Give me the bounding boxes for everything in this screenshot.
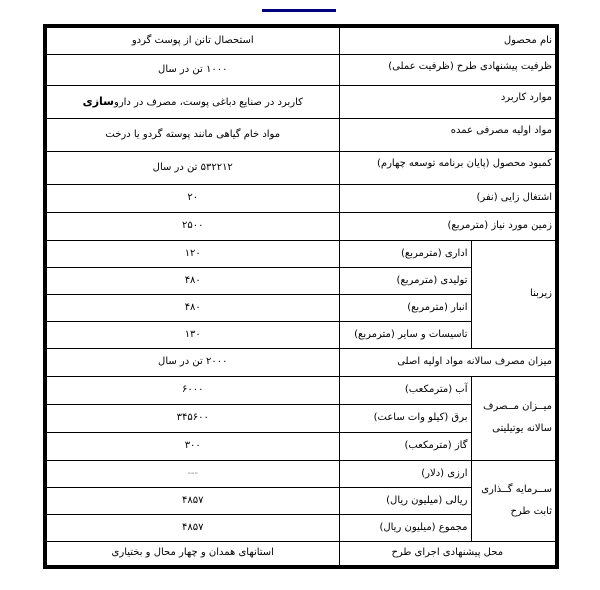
project-info-table — [43, 24, 559, 569]
value-employment: ۲۰ — [45, 184, 339, 212]
label-fixed-investment — [471, 460, 557, 541]
label-floor-area-office: اداری (مترمربع) — [339, 240, 471, 267]
value-floor-area-office: ۱۲۰ — [45, 240, 339, 267]
table-row-raw-materials — [45, 118, 557, 151]
value-investment-rial: ۴۸۵۷ — [45, 487, 339, 514]
label-utilities-line1: میــزان مــصرف — [483, 401, 552, 412]
label-floor-area-facilities: تاسیسات و سایر (مترمربع) — [339, 321, 471, 348]
table-row-annual-raw-consumption — [45, 348, 557, 376]
label-utilities — [471, 376, 557, 460]
label-fixed-investment-line1: ســرمایه گــذاری — [481, 483, 552, 495]
table-row-investment-foreign — [45, 460, 557, 487]
table-row-land — [45, 212, 557, 240]
value-land: ۲۵۰۰ — [45, 212, 339, 240]
value-product-name: استحصال تانن از پوست گردو — [45, 26, 339, 54]
label-annual-raw-consumption: میزان مصرف سالانه مواد اولیه اصلی — [339, 348, 557, 376]
value-utility-water: ۶۰۰۰ — [45, 376, 339, 404]
label-floor-area: زیربنا — [471, 240, 557, 348]
value-floor-area-facilities: ۱۳۰ — [45, 321, 339, 348]
label-land: زمین مورد نیاز (مترمربع) — [339, 212, 557, 240]
value-investment-total: ۴۸۵۷ — [45, 514, 339, 541]
value-capacity: ۱۰۰۰ تن در سال — [45, 54, 339, 85]
label-floor-area-production: تولیدی (مترمربع) — [339, 267, 471, 294]
label-shortage: کمبود محصول (پایان برنامه توسعه چهارم) — [339, 151, 557, 184]
label-raw-materials: مواد اولیه مصرفی عمده — [339, 118, 557, 151]
table-row-utility-water — [45, 376, 557, 404]
label-floor-area-storage: انبار (مترمربع) — [339, 294, 471, 321]
label-investment-foreign: ارزی (دلار) — [339, 460, 471, 487]
label-investment-total: مجموع (میلیون ریال) — [339, 514, 471, 541]
value-utility-gas: ۳۰۰ — [45, 432, 339, 460]
table-row-applications — [45, 85, 557, 118]
label-location: محل پیشنهادی اجرای طرح — [339, 541, 557, 567]
table-row-product-name — [45, 26, 557, 54]
label-utility-gas: گاز (مترمکعب) — [339, 432, 471, 460]
value-utility-electricity: ۳۴۵۶۰۰ — [45, 404, 339, 432]
value-investment-foreign: --- — [45, 460, 339, 487]
table-row-capacity — [45, 54, 557, 85]
table-row-location — [45, 541, 557, 567]
label-product-name: نام محصول — [339, 26, 557, 54]
label-utility-electricity: برق (کیلو وات ساعت) — [339, 404, 471, 432]
table-row-employment — [45, 184, 557, 212]
value-floor-area-production: ۴۸۰ — [45, 267, 339, 294]
table-row-shortage — [45, 151, 557, 184]
value-annual-raw-consumption: ۲۰۰۰ تن در سال — [45, 348, 339, 376]
label-employment: اشتغال زایی (نفر) — [339, 184, 557, 212]
value-applications-bold: سازی — [82, 94, 114, 108]
value-raw-materials: مواد خام گیاهی مانند پوسته گردو یا درخت — [45, 118, 339, 151]
label-capacity: ظرفیت پیشنهادی طرح (ظرفیت عملی) — [339, 54, 557, 85]
value-location: استانهای همدان و چهار محال و بختیاری — [45, 541, 339, 567]
value-applications — [45, 85, 339, 118]
label-utilities-line2: سالانه یوتیلیتی — [492, 423, 552, 434]
value-floor-area-storage: ۴۸۰ — [45, 294, 339, 321]
label-applications: موارد کاربرد — [339, 85, 557, 118]
label-fixed-investment-line2: ثابت طرح — [510, 505, 552, 517]
label-investment-rial: ریالی (میلیون ریال) — [339, 487, 471, 514]
label-utility-water: آب (مترمکعب) — [339, 376, 471, 404]
table-row-floor-area-office — [45, 240, 557, 267]
value-applications-text: کاربرد در صنایع دباغی پوست، مصرف در دارو — [113, 96, 303, 108]
header-rule — [262, 9, 336, 12]
value-shortage: ۵۳۲۲۱۲ تن در سال — [45, 151, 339, 184]
